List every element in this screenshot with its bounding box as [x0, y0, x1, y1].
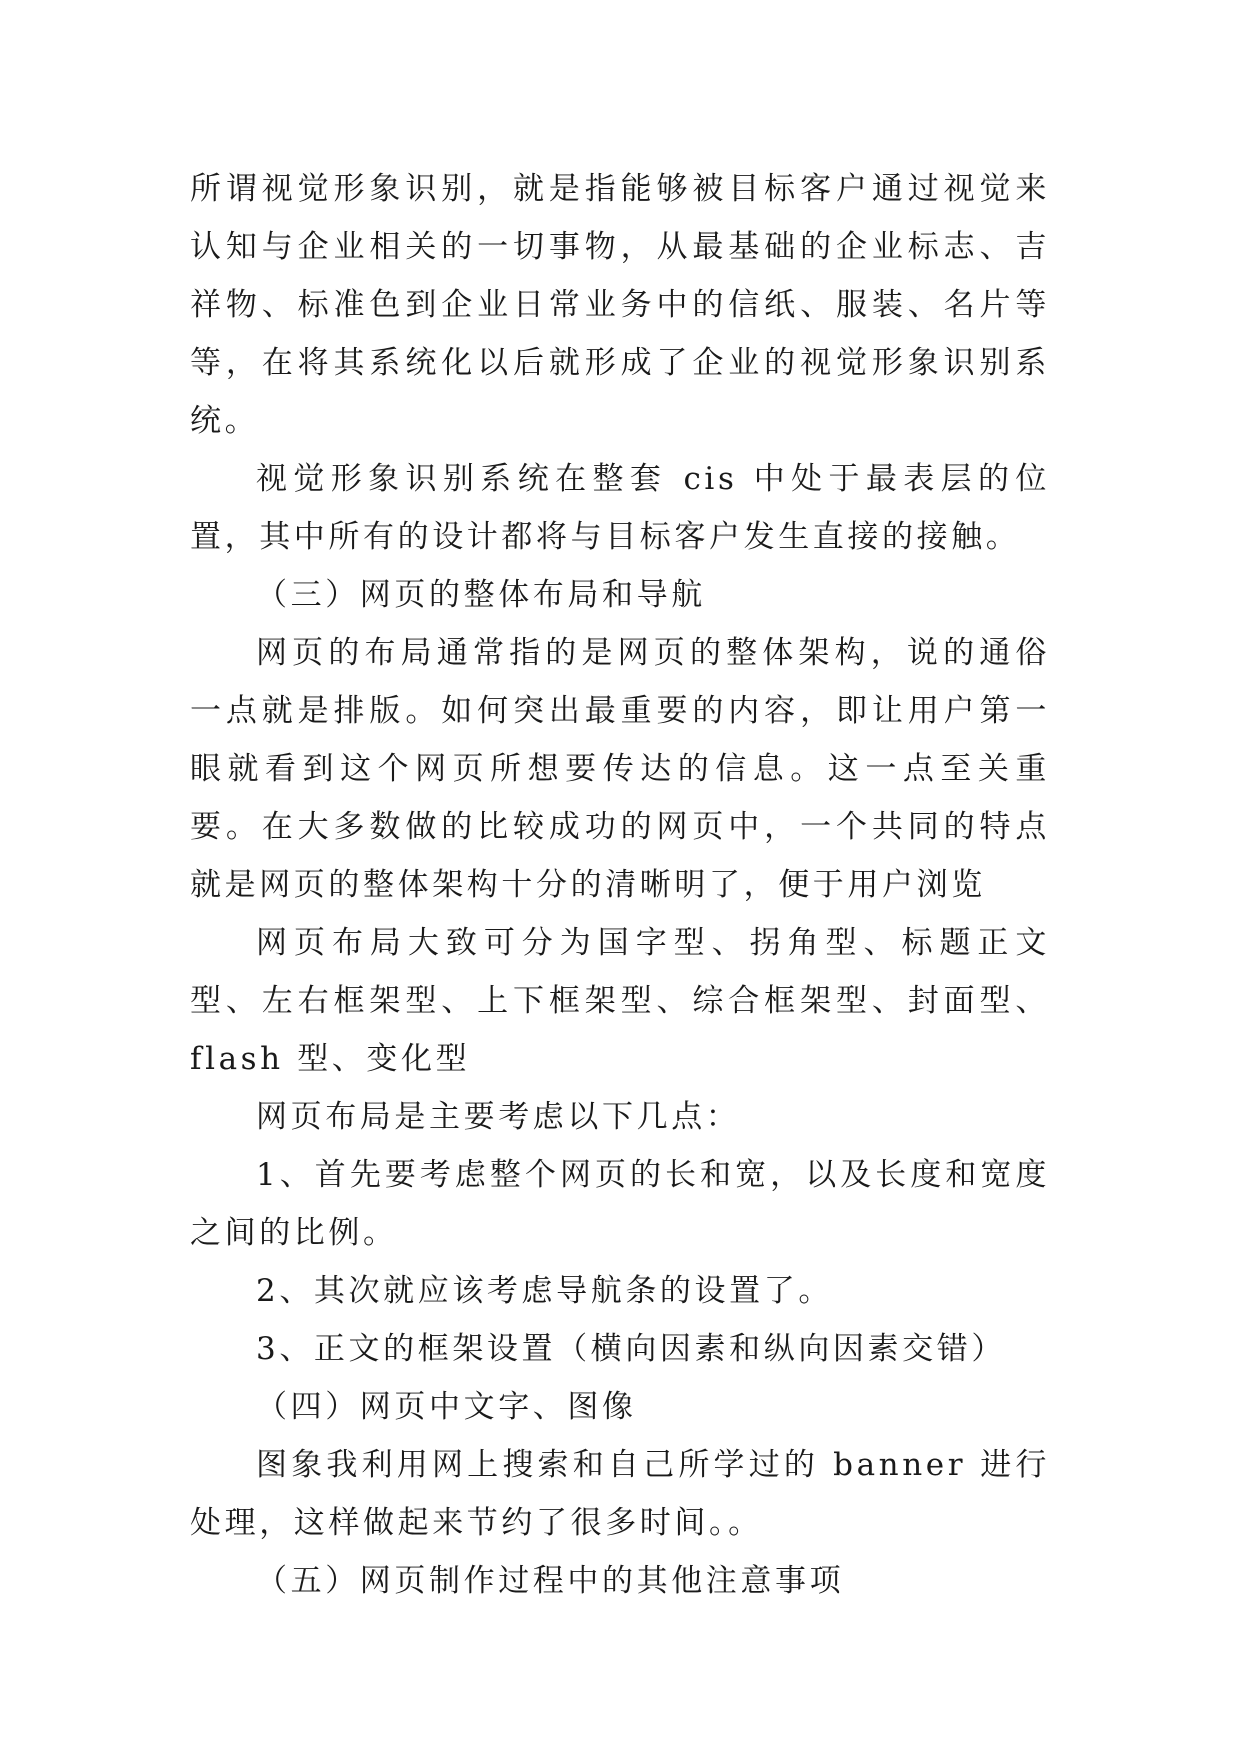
paragraph-visual-identity-definition: 所谓视觉形象识别，就是指能够被目标客户通过视觉来认知与企业相关的一切事物，从最基础的企业标志、吉祥物、标准色到企业日常业务中的信纸、服装、名片等等，在将其系统化以后就形成了企业的视觉形象识别系统。 [190, 171, 1050, 439]
section-heading-other-notes: （五）网页制作过程中的其他注意事项 [256, 1563, 845, 1599]
section-heading-layout-navigation: （三）网页的整体布局和导航 [256, 577, 706, 613]
list-item-1: 1、首先要考虑整个网页的长和宽，以及长度和宽度之间的比例。 [190, 1157, 1050, 1251]
paragraph-visual-identity-system: 视觉形象识别系统在整套 cis 中处于最表层的位置，其中所有的设计都将与目标客户发生直接的接触。 [190, 461, 1050, 555]
paragraph-image-processing: 图象我利用网上搜索和自己所学过的 banner 进行处理，这样做起来节约了很多时间。。 [190, 1447, 1050, 1541]
list-item-2: 2、其次就应该考虑导航条的设置了。 [256, 1273, 833, 1309]
document-body [190, 160, 1050, 1610]
paragraph-layout-types: 网页布局大致可分为国字型、拐角型、标题正文型、左右框架型、上下框架型、综合框架型、封面型、flash 型、变化型 [190, 925, 1050, 1077]
paragraph-layout-description: 网页的布局通常指的是网页的整体架构，说的通俗一点就是排版。如何突出最重要的内容，即让用户第一眼就看到这个网页所想要传达的信息。这一点至关重要。在大多数做的比较成功的网页中，一个共同的特点就是网页的整体架构十分的清晰明了，便于用户浏览 [190, 635, 1050, 903]
section-heading-text-images: （四）网页中文字、图像 [256, 1389, 637, 1425]
list-item-3: 3、正文的框架设置（横向因素和纵向因素交错） [256, 1331, 1006, 1367]
paragraph-layout-considerations: 网页布局是主要考虑以下几点： [256, 1099, 741, 1135]
